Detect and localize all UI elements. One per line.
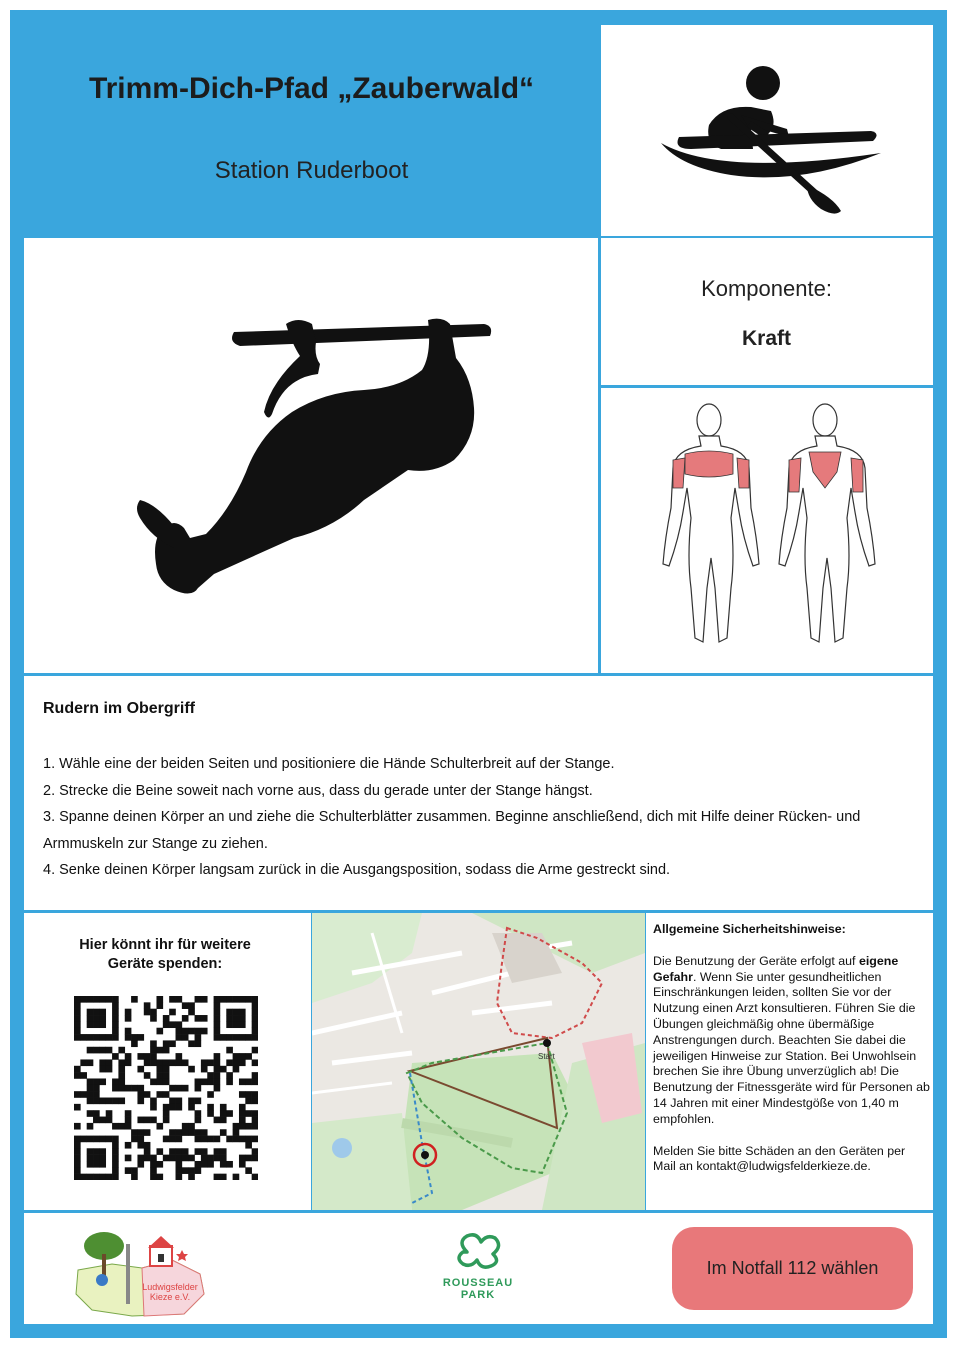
rousseau-name: ROUSSEAU xyxy=(442,1277,514,1289)
front-arm-right-highlight xyxy=(737,458,749,488)
safety-paragraph: Die Benutzung der Geräte erfolgt auf eigene Gefahr. Wenn Sie unter gesundheitlichen Einschränkungen leiden, sollten Sie vor der Nutzung einen Arzt konsultieren. Führen Sie die Übungen gleichmäßig ohne übermäßige Anstrengungen durch. Beachten Sie dabei die jeweiligen Hinweise zur Station. Bei Unwohlsein brechen Sie ihre Übung unverzüglich ab! Die Benutzung der Fitnessgeräte wird für Personen ab 14 Jahren mit einer Mindestgöße von 1,40 m empfohlen. xyxy=(653,953,930,1126)
rousseau-subname: PARK xyxy=(460,1289,496,1301)
front-arm-left-highlight xyxy=(673,458,685,488)
hanging-row-silhouette xyxy=(24,238,598,673)
rousseau-icon xyxy=(453,1232,503,1270)
donate-line: Geräte spenden: xyxy=(107,956,223,972)
safety-report: Melden Sie bitte Schäden an den Geräten per Mail an kontakt@ludwigsfelderkieze.de. xyxy=(653,1143,906,1174)
rousseau-park-logo xyxy=(430,1232,526,1301)
exercise-step: 3. Spanne deinen Körper an und ziehe die Schulterblätter zusammen. Beginne anschließend, dich mit Hilfe deiner Rücken- und xyxy=(43,809,861,825)
exercise-step: 2. Strecke die Beine soweit nach vorne aus, dass du gerade unter der Stange hängst. xyxy=(43,782,593,799)
safety-heading: Allgemeine Sicherheitshinweise: xyxy=(653,922,846,936)
trail-map[interactable] xyxy=(312,913,645,1210)
map-panel xyxy=(312,913,645,1210)
exercise-step: 4. Senke deinen Körper langsam zurück in die Ausgangsposition, sodass die Arme gestreckt sind. xyxy=(43,862,671,878)
rowing-icon xyxy=(601,25,933,236)
exercise-steps xyxy=(43,751,923,884)
emergency-call-badge: Im Notfall 112 wählen xyxy=(672,1227,913,1310)
back-arm-right-highlight xyxy=(851,458,863,492)
exercise-title: Rudern im Obergriff xyxy=(43,700,196,717)
back-arm-left-highlight xyxy=(789,458,801,492)
map-start-label: Start xyxy=(538,1052,555,1061)
page-title: Trimm-Dich-Pfad „Zauberwald“ xyxy=(88,72,535,105)
donate-qr-code[interactable] xyxy=(74,996,258,1180)
body-front xyxy=(663,404,759,642)
ludwigsfelder-kieze-logo xyxy=(72,1224,212,1320)
donate-text xyxy=(30,936,300,974)
exercise-step: Armmuskeln zur Stange zu ziehen. xyxy=(43,835,268,852)
station-icon-panel xyxy=(601,25,933,236)
body-back xyxy=(779,404,875,642)
safety-emphasis: eigene Gefahr xyxy=(653,953,899,984)
exercise-illustration-panel xyxy=(24,238,598,673)
muscle-map-front-back xyxy=(601,388,933,673)
exercise-step: 1. Wähle eine der beiden Seiten und positioniere die Hände Schulterbreit auf der Stange. xyxy=(43,756,615,772)
kieze-logo-text: Ludwigsfelder Kieze e.V. xyxy=(142,1282,198,1302)
component-value: Kraft xyxy=(741,327,791,350)
safety-notes xyxy=(653,922,931,1191)
donate-line: Hier könnt ihr für weitere xyxy=(79,937,251,953)
station-subtitle: Station Ruderboot xyxy=(214,157,409,184)
muscle-diagram-panel xyxy=(601,388,933,673)
component-panel xyxy=(601,238,933,385)
component-label: Komponente: xyxy=(701,276,832,301)
front-chest-highlight xyxy=(685,451,733,477)
